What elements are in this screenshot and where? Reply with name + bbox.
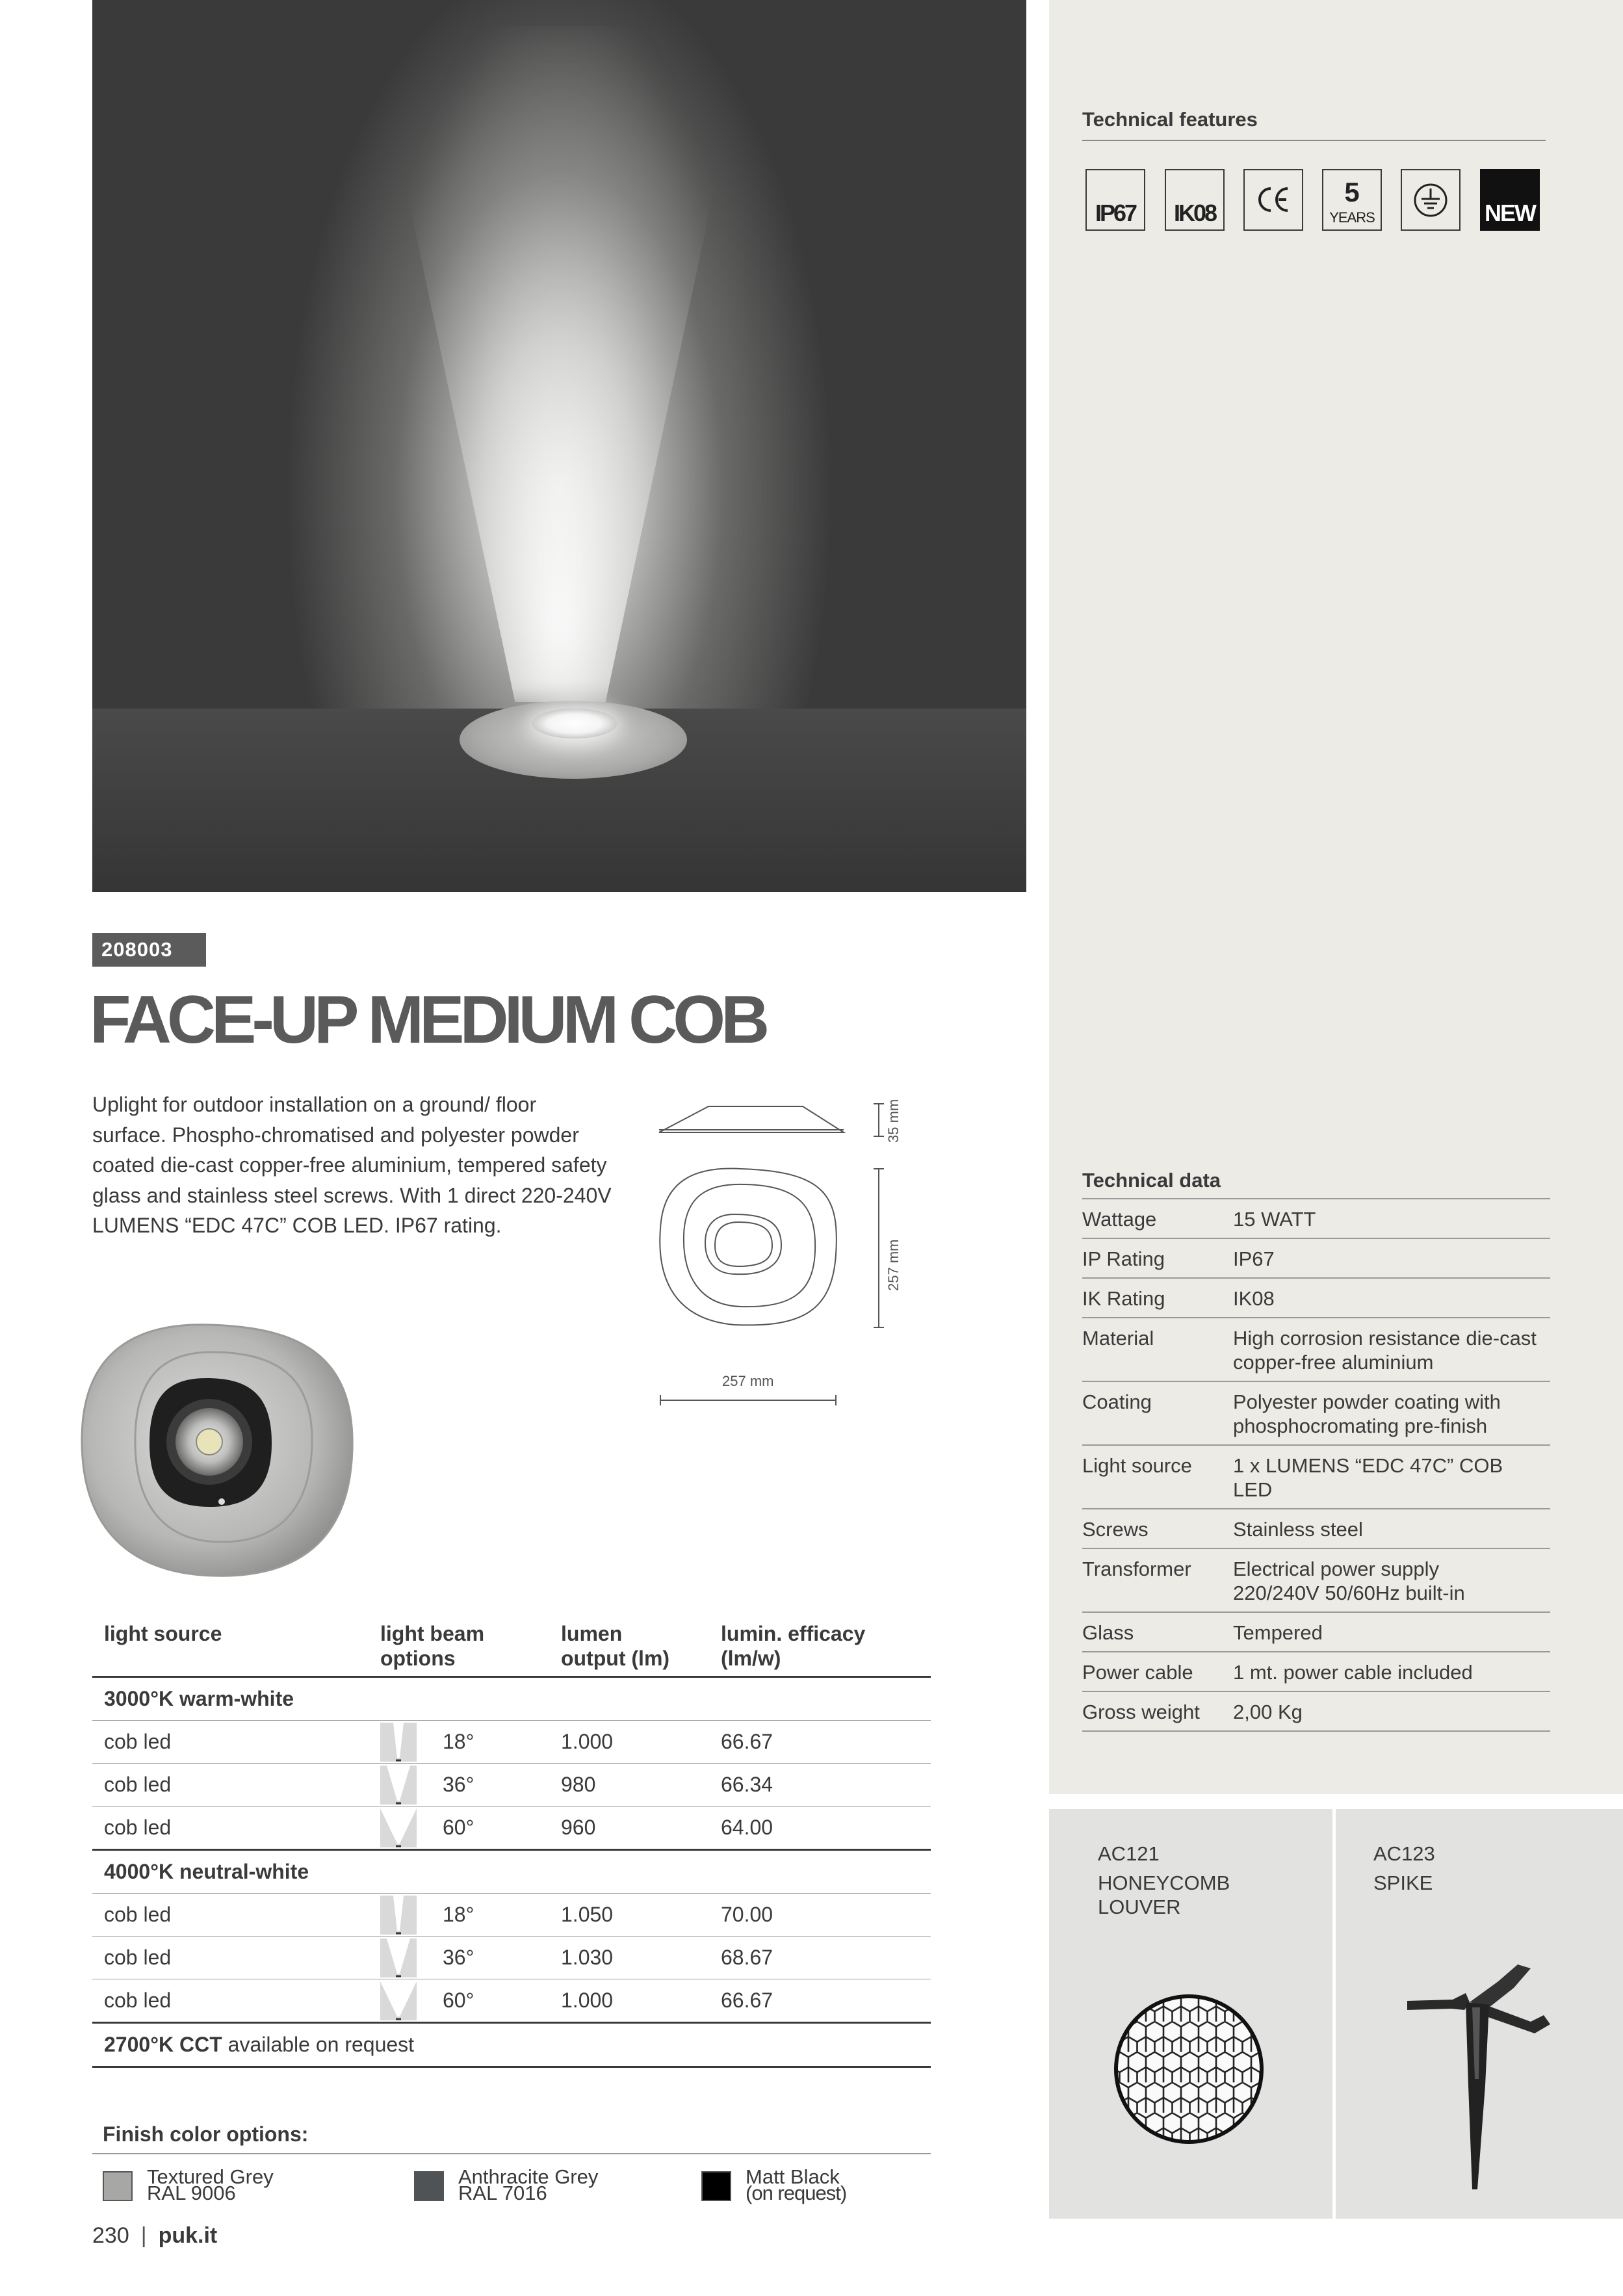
- table-row: [1082, 1652, 1550, 1691]
- cell-efficacy: 66.67: [709, 1721, 931, 1764]
- table-row: [92, 1894, 931, 1937]
- cell-efficacy: 68.67: [709, 1937, 931, 1979]
- new-badge-label: NEW: [1485, 200, 1535, 226]
- technical-features-divider: [1082, 140, 1546, 141]
- ik08-badge-icon: [1165, 169, 1225, 231]
- table-row: [1082, 1691, 1550, 1731]
- spec-value: 2,00 Kg: [1233, 1691, 1550, 1731]
- spec-value: IP67: [1233, 1238, 1550, 1278]
- spike-icon: [1407, 1962, 1557, 2196]
- finish-option-name: Anthracite Grey: [458, 2165, 599, 2188]
- header-lumin-efficacy: lumin. efficacy (lm/w): [709, 1617, 931, 1677]
- spec-key: Wattage: [1082, 1199, 1233, 1238]
- medium-beam-icon: [380, 1766, 417, 1805]
- cell-beam: 60°: [443, 1816, 474, 1839]
- swatch-matt-black: [701, 2171, 731, 2201]
- table-row: [1082, 1612, 1550, 1652]
- table-row: [92, 1807, 931, 1850]
- cell-source: cob led: [92, 1894, 369, 1937]
- product-title: FACE-UP MEDIUM COB: [90, 982, 766, 1058]
- group-row-warm-white: [92, 1677, 931, 1721]
- cct-note-row: [92, 2023, 931, 2067]
- technical-drawing: [637, 1086, 910, 1414]
- cell-lumen: 1.000: [549, 1979, 709, 2023]
- product-photo: [77, 1313, 363, 1589]
- drawing-depth-label: 257 mm: [885, 1239, 902, 1291]
- cell-lumen: 1.050: [549, 1894, 709, 1937]
- technical-data-title: Technical data: [1082, 1169, 1221, 1192]
- table-row: [92, 1721, 931, 1764]
- cell-beam: 36°: [443, 1773, 474, 1796]
- table-row: [92, 1979, 931, 2023]
- cell-lumen: 980: [549, 1764, 709, 1807]
- table-row: [1082, 1199, 1550, 1238]
- swatch-anthracite-grey: [414, 2171, 444, 2201]
- spec-value: Electrical power supply 220/240V 50/60Hz built-in: [1233, 1548, 1550, 1612]
- table-row: [1082, 1548, 1550, 1612]
- product-code-badge: 208003: [92, 933, 206, 967]
- cell-beam: 36°: [443, 1946, 474, 1969]
- finish-option-matt-black: [746, 2165, 847, 2204]
- warranty-years-label: YEARS: [1329, 209, 1375, 226]
- page-number: 230: [92, 2223, 129, 2248]
- spec-key: Material: [1082, 1318, 1233, 1381]
- drawing-width-label: 257 mm: [722, 1373, 774, 1389]
- medium-beam-icon: [380, 1938, 417, 1977]
- spec-value: IK08: [1233, 1278, 1550, 1318]
- cell-efficacy: 66.67: [709, 1979, 931, 2023]
- spec-value: 1 mt. power cable included: [1233, 1652, 1550, 1691]
- cell-lumen: 960: [549, 1807, 709, 1850]
- header-lumen-output: lumen output (lm): [549, 1617, 709, 1677]
- ik08-badge-label: IK08: [1173, 200, 1216, 226]
- header-light-source: light source: [92, 1617, 369, 1677]
- cct-note: [92, 2023, 931, 2067]
- cell-source: cob led: [92, 1764, 369, 1807]
- accessory-name: HONEYCOMB: [1098, 1872, 1230, 1894]
- cell-lumen: 1.000: [549, 1721, 709, 1764]
- table-row: [92, 1937, 931, 1979]
- ce-mark-icon: [1243, 169, 1303, 231]
- table-row: [1082, 1445, 1550, 1509]
- drawing-height-label: 35 mm: [885, 1099, 902, 1143]
- cell-efficacy: 66.34: [709, 1764, 931, 1807]
- cell-source: cob led: [92, 1807, 369, 1850]
- cell-beam: 18°: [443, 1903, 474, 1926]
- table-row: [1082, 1238, 1550, 1278]
- cell-beam: 60°: [443, 1989, 474, 2012]
- spec-key: Glass: [1082, 1612, 1233, 1652]
- honeycomb-louver-icon: [1111, 1991, 1267, 2147]
- spec-key: Light source: [1082, 1445, 1233, 1509]
- ground-symbol-icon: [1401, 169, 1461, 231]
- header-light-beam: light beam options: [369, 1617, 549, 1677]
- cell-source: cob led: [92, 1721, 369, 1764]
- accessory-card-honeycomb-louver[interactable]: [1049, 1809, 1332, 2219]
- accessory-code: AC123: [1373, 1842, 1435, 1865]
- accessory-card-spike[interactable]: [1336, 1809, 1623, 2219]
- light-beam: [372, 26, 749, 702]
- narrow-beam-icon: [380, 1723, 417, 1762]
- cell-beam: 18°: [443, 1730, 474, 1753]
- cell-source: cob led: [92, 1937, 369, 1979]
- accessory-text: [1373, 1842, 1435, 1895]
- cell-lumen: 1.030: [549, 1937, 709, 1979]
- spec-value: Stainless steel: [1233, 1509, 1550, 1548]
- spec-value: 1 x LUMENS “EDC 47C” COB LED: [1233, 1445, 1550, 1509]
- hero-photo: [92, 0, 1026, 892]
- finish-options-divider: [92, 2153, 931, 2154]
- group-label: 4000°K neutral-white: [92, 1850, 931, 1894]
- spec-key: Coating: [1082, 1381, 1233, 1445]
- light-source-table: [92, 1617, 931, 2068]
- website-link[interactable]: puk.it: [158, 2223, 218, 2248]
- footer-separator: |: [140, 2223, 147, 2248]
- finish-option-code: (on request): [746, 2182, 847, 2204]
- cell-source: cob led: [92, 1979, 369, 2023]
- cct-note-text: available on request: [227, 2033, 415, 2056]
- warranty-years-number: 5: [1344, 177, 1360, 207]
- narrow-beam-icon: [380, 1896, 417, 1935]
- spec-key: IK Rating: [1082, 1278, 1233, 1318]
- accessory-text: [1098, 1842, 1230, 1919]
- fixture-led-glow: [532, 709, 617, 738]
- accessory-name: SPIKE: [1373, 1872, 1433, 1894]
- ip67-badge-label: IP67: [1095, 200, 1136, 226]
- technical-features-title: Technical features: [1082, 108, 1258, 131]
- technical-data-table: [1082, 1198, 1550, 1732]
- accessory-name-line2: LOUVER: [1098, 1896, 1181, 1918]
- group-label: 3000°K warm-white: [92, 1677, 931, 1721]
- finish-option-name: Matt Black: [746, 2165, 840, 2188]
- cct-note-bold: 2700°K CCT: [104, 2033, 222, 2056]
- finish-option-textured-grey: [147, 2165, 274, 2204]
- page-footer: [92, 2223, 217, 2249]
- group-row-neutral-white: [92, 1850, 931, 1894]
- table-row: [1082, 1278, 1550, 1318]
- spec-value: 15 WATT: [1233, 1199, 1550, 1238]
- table-row: [1082, 1509, 1550, 1548]
- cell-efficacy: 64.00: [709, 1807, 931, 1850]
- spec-key: Screws: [1082, 1509, 1233, 1548]
- finish-options-title: Finish color options:: [103, 2122, 309, 2146]
- spec-key: Power cable: [1082, 1652, 1233, 1691]
- ip67-badge-icon: [1085, 169, 1145, 231]
- finish-option-name: Textured Grey: [147, 2165, 274, 2188]
- spec-key: Transformer: [1082, 1548, 1233, 1612]
- table-row: [1082, 1318, 1550, 1381]
- table-row: [92, 1764, 931, 1807]
- five-years-warranty-icon: [1322, 169, 1382, 231]
- spec-key: IP Rating: [1082, 1238, 1233, 1278]
- cell-efficacy: 70.00: [709, 1894, 931, 1937]
- swatch-textured-grey: [103, 2171, 133, 2201]
- new-badge-icon: [1480, 169, 1540, 231]
- spec-key: Gross weight: [1082, 1691, 1233, 1731]
- spec-value: Tempered: [1233, 1612, 1550, 1652]
- table-row: [1082, 1381, 1550, 1445]
- spec-value: High corrosion resistance die-cast copper-free aluminium: [1233, 1318, 1550, 1381]
- accessory-code: AC121: [1098, 1842, 1160, 1865]
- wide-beam-icon: [380, 1981, 417, 2020]
- product-description: Uplight for outdoor installation on a ground/ floor surface. Phospho-chromatised and polyester powder coated die-cast copper-free aluminium, tempered safety glass and stainless steel screws. With 1 direct 220-240V LUMENS “EDC 47C” COB LED. IP67 rating.: [92, 1093, 612, 1237]
- finish-option-anthracite-grey: [458, 2165, 599, 2204]
- spec-value: Polyester powder coating with phosphocromating pre-finish: [1233, 1381, 1550, 1445]
- wide-beam-icon: [380, 1808, 417, 1847]
- finish-option-code: RAL 9006: [147, 2182, 236, 2204]
- finish-option-code: RAL 7016: [458, 2182, 547, 2204]
